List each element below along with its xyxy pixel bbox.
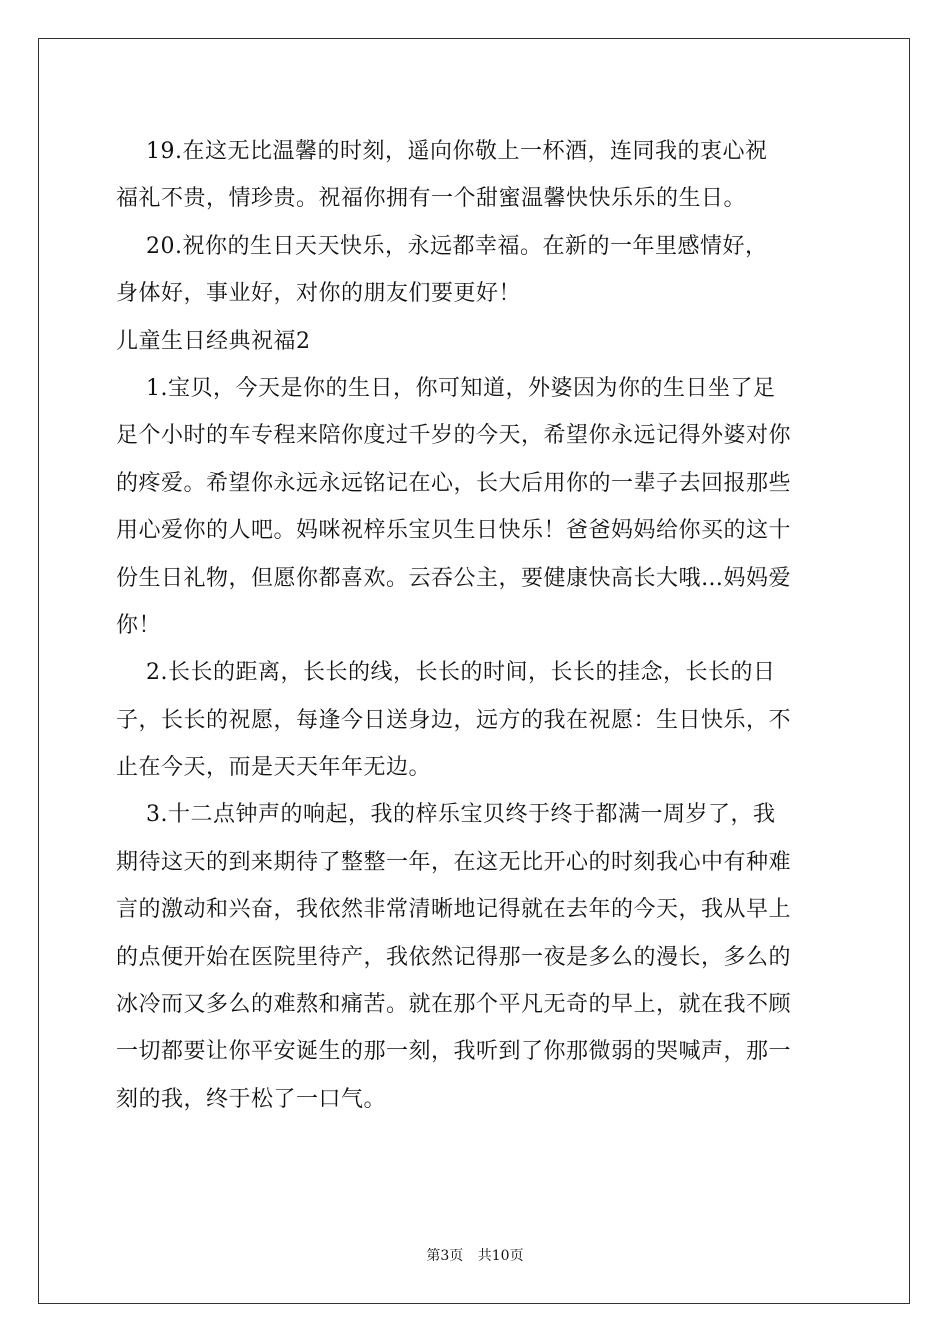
text-line: 的疼爱。希望你永远永远铭记在心，长大后用你的一辈子去回报那些 <box>116 470 792 496</box>
text-line: 3.十二点钟声的响起，我的梓乐宝贝终于终于都满一周岁了，我 <box>116 802 776 828</box>
text-line: 1.宝贝，今天是你的生日，你可知道，外婆因为你的生日坐了足 <box>116 375 776 401</box>
text-line: 20.祝你的生日天天快乐，永远都幸福。在新的一年里感情好， <box>116 233 768 259</box>
section-heading: 儿童生日经典祝福2 <box>116 328 311 354</box>
text-line: 用心爱你的人吧。妈咪祝梓乐宝贝生日快乐！爸爸妈妈给你买的这十 <box>116 518 792 544</box>
document-body <box>116 128 834 1123</box>
text-line: 一切都要让你平安诞生的那一刻，我听到了你那微弱的哭喊声，那一 <box>116 1039 792 1065</box>
text-line: 期待这天的到来期待了整整一年，在这无比开心的时刻我心中有种难 <box>116 849 792 875</box>
text-line: 身体好，事业好，对你的朋友们要更好！ <box>116 281 522 307</box>
text-line: 你！ <box>116 612 162 638</box>
page-total: 共10页 <box>477 1248 524 1264</box>
text-line: 子，长长的祝愿，每逢今日送身边，远方的我在祝愿：生日快乐，不 <box>116 707 792 733</box>
text-line: 福礼不贵，情珍贵。祝福你拥有一个甜蜜温馨快快乐乐的生日。 <box>116 186 747 212</box>
text-line: 足个小时的车专程来陪你度过千岁的今天，希望你永远记得外婆对你 <box>116 423 792 449</box>
text-line: 刻的我，终于松了一口气。 <box>116 1086 387 1112</box>
text-line: 份生日礼物，但愿你都喜欢。云吞公主，要健康快高长大哦…妈妈爱 <box>116 565 792 591</box>
text-line: 止在今天，而是天天年年无边。 <box>116 755 432 781</box>
page-number: 第3页 <box>426 1248 464 1264</box>
text-line: 言的激动和兴奋，我依然非常清晰地记得就在去年的今天，我从早上 <box>116 897 792 923</box>
text-line: 19.在这无比温馨的时刻，遥向你敬上一杯酒，连同我的衷心祝 <box>116 139 768 164</box>
text-line: 2.长长的距离，长长的线，长长的时间，长长的挂念，长长的日 <box>116 660 776 686</box>
text-line: 冰冷而又多么的难熬和痛苦。就在那个平凡无奇的早上，就在我不顾 <box>116 992 792 1018</box>
page-footer <box>0 1245 950 1265</box>
text-line: 的点便开始在医院里待产，我依然记得那一夜是多么的漫长，多么的 <box>116 944 792 970</box>
